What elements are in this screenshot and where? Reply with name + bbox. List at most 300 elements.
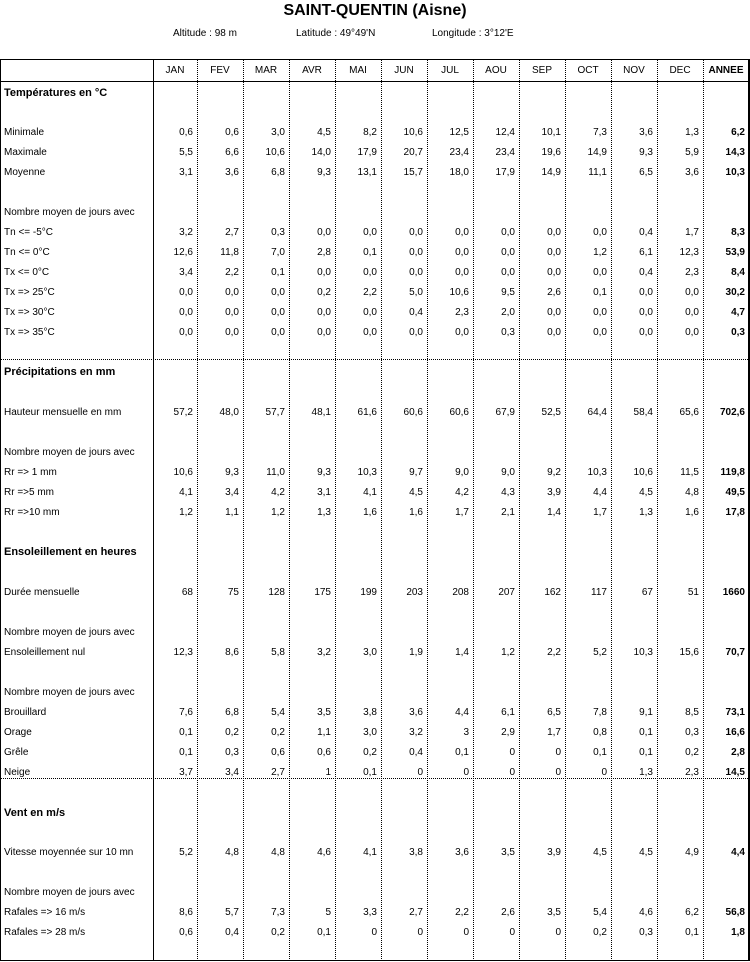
month-value-cell: 10,6	[449, 287, 469, 298]
month-value-cell: 3,5	[547, 907, 561, 918]
month-value-cell: 0	[417, 767, 423, 778]
annual-value-cell: 0,3	[731, 327, 745, 338]
month-value-cell: 0	[371, 927, 377, 938]
month-value-cell: 207	[498, 587, 515, 598]
month-value-cell: 0	[601, 767, 607, 778]
month-value-cell: 0,0	[593, 267, 607, 278]
month-value-cell: 0,0	[317, 327, 331, 338]
row-label: Rr =>5 mm	[4, 487, 55, 498]
month-value-cell: 9,3	[225, 467, 239, 478]
month-value-cell: 0,1	[179, 727, 193, 738]
section-divider	[0, 359, 750, 360]
annual-value-cell: 49,5	[725, 487, 745, 498]
month-value-cell: 8,2	[363, 127, 377, 138]
month-value-cell: 3,9	[547, 847, 561, 858]
month-value-cell: 3,2	[317, 647, 331, 658]
annual-value-cell: 4,7	[731, 307, 745, 318]
row-label: Moyenne	[4, 167, 46, 178]
month-value-cell: 5,5	[179, 147, 193, 158]
month-value-cell: 67	[641, 587, 653, 598]
month-value-cell: 5,0	[409, 287, 423, 298]
month-value-cell: 2,6	[547, 287, 561, 298]
month-value-cell: 0	[463, 927, 469, 938]
month-value-cell: 0,0	[409, 247, 423, 258]
month-header: FEV	[210, 65, 230, 76]
month-value-cell: 0,3	[501, 327, 515, 338]
month-value-cell: 0,0	[501, 247, 515, 258]
row-label: Neige	[4, 767, 31, 778]
month-value-cell: 3,0	[271, 127, 285, 138]
month-value-cell: 0	[417, 927, 423, 938]
month-value-cell: 0,8	[593, 727, 607, 738]
month-value-cell: 4,4	[593, 487, 607, 498]
annual-value-cell: 14,3	[725, 147, 745, 158]
month-value-cell: 0,0	[363, 307, 377, 318]
month-value-cell: 1,3	[317, 507, 331, 518]
month-value-cell: 20,7	[403, 147, 423, 158]
month-value-cell: 5,4	[593, 907, 607, 918]
month-header: JUL	[441, 65, 459, 76]
annual-value-cell: 30,2	[725, 287, 745, 298]
month-value-cell: 14,9	[541, 167, 561, 178]
month-value-cell: 1,3	[685, 127, 699, 138]
month-value-cell: 0,4	[639, 227, 653, 238]
month-value-cell: 3,2	[409, 727, 423, 738]
annual-value-cell: 56,8	[725, 907, 745, 918]
annual-value-cell: 73,1	[725, 707, 745, 718]
subheading: Nombre moyen de jours avec	[4, 687, 135, 698]
month-value-cell: 1,2	[271, 507, 285, 518]
annual-value-cell: 4,4	[731, 847, 745, 858]
month-value-cell: 4,6	[639, 907, 653, 918]
row-label: Tx <= 0°C	[4, 267, 50, 278]
month-value-cell: 8,6	[179, 907, 193, 918]
subheading: Nombre moyen de jours avec	[4, 887, 135, 898]
annual-value-cell: 53,9	[725, 247, 745, 258]
month-value-cell: 0,0	[409, 267, 423, 278]
month-value-cell: 3,6	[639, 127, 653, 138]
month-value-cell: 0,0	[455, 267, 469, 278]
month-value-cell: 0,0	[409, 227, 423, 238]
month-value-cell: 0,0	[363, 267, 377, 278]
month-header: ANNEE	[708, 65, 744, 76]
month-value-cell: 52,5	[541, 407, 561, 418]
month-value-cell: 10,6	[173, 467, 193, 478]
month-value-cell: 0	[555, 747, 561, 758]
month-value-cell: 4,4	[455, 707, 469, 718]
month-value-cell: 6,1	[501, 707, 515, 718]
month-value-cell: 2,3	[685, 267, 699, 278]
section-title-precipitations: Précipitations en mm	[4, 366, 116, 378]
month-value-cell: 0	[509, 747, 515, 758]
month-value-cell: 48,0	[219, 407, 239, 418]
month-value-cell: 1,3	[639, 767, 653, 778]
row-label: Brouillard	[4, 707, 47, 718]
month-value-cell: 2,2	[363, 287, 377, 298]
month-value-cell: 0,4	[225, 927, 239, 938]
month-value-cell: 2,7	[409, 907, 423, 918]
month-value-cell: 10,3	[587, 467, 607, 478]
month-value-cell: 3,3	[363, 907, 377, 918]
month-value-cell: 4,9	[685, 847, 699, 858]
month-value-cell: 0,3	[639, 927, 653, 938]
month-value-cell: 0,3	[271, 227, 285, 238]
month-header: JUN	[394, 65, 414, 76]
month-value-cell: 3,5	[317, 707, 331, 718]
month-value-cell: 6,1	[639, 247, 653, 258]
month-value-cell: 5,4	[271, 707, 285, 718]
month-value-cell: 2,2	[225, 267, 239, 278]
month-value-cell: 0,2	[593, 927, 607, 938]
row-label: Tn <= -5°C	[4, 227, 54, 238]
month-value-cell: 1,2	[501, 647, 515, 658]
month-value-cell: 0,0	[271, 287, 285, 298]
month-header: MAI	[349, 65, 367, 76]
month-value-cell: 0	[509, 767, 515, 778]
month-value-cell: 4,5	[593, 847, 607, 858]
section-title-temperatures: Températures en °C	[4, 87, 108, 99]
month-value-cell: 3,0	[363, 647, 377, 658]
month-value-cell: 0,0	[547, 267, 561, 278]
month-value-cell: 14,9	[587, 147, 607, 158]
month-value-cell: 0,2	[685, 747, 699, 758]
month-value-cell: 1,1	[317, 727, 331, 738]
subheading: Nombre moyen de jours avec	[4, 627, 135, 638]
month-value-cell: 6,8	[225, 707, 239, 718]
month-value-cell: 10,6	[265, 147, 285, 158]
section-title-wind: Vent en m/s	[4, 807, 66, 819]
month-value-cell: 162	[544, 587, 561, 598]
month-value-cell: 7,8	[593, 707, 607, 718]
month-header: JAN	[165, 65, 185, 76]
month-value-cell: 0,6	[317, 747, 331, 758]
month-value-cell: 3,5	[501, 847, 515, 858]
month-value-cell: 3,8	[409, 847, 423, 858]
month-value-cell: 64,4	[587, 407, 607, 418]
month-value-cell: 0,2	[271, 927, 285, 938]
subheading: Nombre moyen de jours avec	[4, 447, 135, 458]
month-value-cell: 0,0	[639, 327, 653, 338]
month-value-cell: 4,5	[639, 847, 653, 858]
month-value-cell: 1,6	[363, 507, 377, 518]
month-value-cell: 1,2	[179, 507, 193, 518]
month-value-cell: 1,9	[409, 647, 423, 658]
month-value-cell: 12,6	[173, 247, 193, 258]
month-value-cell: 3,9	[547, 487, 561, 498]
month-value-cell: 10,3	[357, 467, 377, 478]
row-label: Ensoleillement nul	[4, 647, 86, 658]
month-value-cell: 19,6	[541, 147, 561, 158]
month-value-cell: 3	[463, 727, 469, 738]
month-value-cell: 0,0	[639, 307, 653, 318]
month-value-cell: 6,5	[547, 707, 561, 718]
month-header: NOV	[623, 65, 645, 76]
month-value-cell: 1,7	[547, 727, 561, 738]
month-value-cell: 8,5	[685, 707, 699, 718]
month-value-cell: 5,8	[271, 647, 285, 658]
month-value-cell: 4,5	[639, 487, 653, 498]
month-value-cell: 9,3	[317, 467, 331, 478]
month-value-cell: 57,2	[173, 407, 193, 418]
subheading: Nombre moyen de jours avec	[4, 207, 135, 218]
month-value-cell: 3,7	[179, 767, 193, 778]
month-value-cell: 9,5	[501, 287, 515, 298]
annual-value-cell: 14,5	[725, 767, 745, 778]
month-value-cell: 0,1	[271, 267, 285, 278]
month-value-cell: 0,0	[225, 287, 239, 298]
month-value-cell: 11,8	[220, 247, 239, 258]
month-value-cell: 2,8	[317, 247, 331, 258]
month-value-cell: 0,0	[547, 227, 561, 238]
annual-value-cell: 70,7	[725, 647, 745, 658]
month-value-cell: 3,6	[455, 847, 469, 858]
month-value-cell: 0,3	[225, 747, 239, 758]
month-value-cell: 12,4	[495, 127, 515, 138]
row-label: Vitesse moyennée sur 10 mn	[4, 847, 134, 858]
month-value-cell: 10,3	[633, 647, 653, 658]
month-value-cell: 0,1	[363, 767, 377, 778]
month-header: OCT	[577, 65, 599, 76]
month-value-cell: 199	[360, 587, 377, 598]
month-value-cell: 117	[591, 587, 607, 598]
month-value-cell: 0,1	[363, 247, 377, 258]
month-value-cell: 0,1	[317, 927, 331, 938]
month-value-cell: 3,4	[225, 487, 239, 498]
month-value-cell: 2,9	[501, 727, 515, 738]
month-value-cell: 0,4	[639, 267, 653, 278]
month-value-cell: 4,8	[685, 487, 699, 498]
month-value-cell: 11,5	[680, 467, 699, 478]
month-header: DEC	[669, 65, 691, 76]
month-value-cell: 3,6	[685, 167, 699, 178]
month-value-cell: 15,7	[403, 167, 423, 178]
month-value-cell: 0,6	[179, 927, 193, 938]
month-value-cell: 208	[452, 587, 469, 598]
month-value-cell: 0,0	[455, 327, 469, 338]
month-value-cell: 0,0	[225, 307, 239, 318]
month-value-cell: 65,6	[679, 407, 699, 418]
altitude-text: Altitude : 98 m	[173, 28, 237, 39]
annual-value-cell: 1660	[722, 587, 745, 598]
month-value-cell: 4,1	[363, 847, 377, 858]
month-value-cell: 10,1	[541, 127, 561, 138]
month-value-cell: 0,0	[593, 327, 607, 338]
month-value-cell: 4,1	[363, 487, 377, 498]
month-value-cell: 0,0	[317, 307, 331, 318]
month-value-cell: 7,3	[271, 907, 285, 918]
month-value-cell: 0,2	[363, 747, 377, 758]
month-value-cell: 12,3	[173, 647, 193, 658]
month-value-cell: 9,2	[547, 467, 561, 478]
row-label: Grêle	[4, 747, 29, 758]
month-value-cell: 4,5	[409, 487, 423, 498]
month-value-cell: 0,0	[639, 287, 653, 298]
month-value-cell: 0,1	[639, 747, 653, 758]
month-value-cell: 7,3	[593, 127, 607, 138]
month-value-cell: 128	[268, 587, 285, 598]
month-value-cell: 4,6	[317, 847, 331, 858]
header-bottom-border	[0, 81, 750, 82]
month-value-cell: 6,8	[271, 167, 285, 178]
month-value-cell: 11,0	[266, 467, 285, 478]
month-value-cell: 68	[181, 587, 193, 598]
month-value-cell: 5,9	[685, 147, 699, 158]
month-value-cell: 4,3	[501, 487, 515, 498]
month-value-cell: 2,6	[501, 907, 515, 918]
month-value-cell: 0,2	[271, 727, 285, 738]
month-value-cell: 1,1	[225, 507, 239, 518]
month-value-cell: 0,0	[409, 327, 423, 338]
month-value-cell: 9,3	[317, 167, 331, 178]
longitude-text: Longitude : 3°12'E	[432, 28, 514, 39]
month-value-cell: 0,2	[225, 727, 239, 738]
month-value-cell: 12,3	[679, 247, 699, 258]
annual-value-cell: 119,8	[720, 467, 745, 478]
month-value-cell: 175	[314, 587, 331, 598]
month-value-cell: 17,9	[495, 167, 515, 178]
month-value-cell: 58,4	[633, 407, 653, 418]
month-value-cell: 0,0	[179, 307, 193, 318]
month-value-cell: 5,2	[593, 647, 607, 658]
month-value-cell: 0,1	[685, 927, 699, 938]
station-title: SAINT-QUENTIN (Aisne)	[283, 2, 467, 19]
month-value-cell: 5,2	[179, 847, 193, 858]
month-value-cell: 203	[406, 587, 423, 598]
annual-value-cell: 17,8	[725, 507, 745, 518]
month-value-cell: 10,6	[633, 467, 653, 478]
annual-value-cell: 16,6	[725, 727, 745, 738]
row-label: Rafales => 28 m/s	[4, 927, 86, 938]
row-label: Rr => 1 mm	[4, 467, 57, 478]
month-value-cell: 4,2	[455, 487, 469, 498]
month-value-cell: 0,1	[639, 727, 653, 738]
month-value-cell: 9,0	[455, 467, 469, 478]
annual-value-cell: 1,8	[731, 927, 745, 938]
month-value-cell: 2,0	[501, 307, 515, 318]
month-value-cell: 1,7	[685, 227, 699, 238]
month-value-cell: 0,0	[547, 247, 561, 258]
month-value-cell: 3,8	[363, 707, 377, 718]
month-value-cell: 0,0	[547, 307, 561, 318]
row-label: Rafales => 16 m/s	[4, 907, 86, 918]
month-value-cell: 1,4	[455, 647, 469, 658]
month-value-cell: 0,3	[685, 727, 699, 738]
month-value-cell: 17,9	[357, 147, 377, 158]
row-label: Tx => 25°C	[4, 287, 55, 298]
month-value-cell: 60,6	[403, 407, 423, 418]
latitude-text: Latitude : 49°49'N	[296, 28, 376, 39]
month-value-cell: 61,6	[357, 407, 377, 418]
row-label: Durée mensuelle	[4, 587, 80, 598]
month-value-cell: 0,0	[593, 227, 607, 238]
month-value-cell: 0,0	[501, 227, 515, 238]
month-value-cell: 0,1	[593, 747, 607, 758]
month-value-cell: 14,0	[311, 147, 331, 158]
month-value-cell: 9,1	[639, 707, 653, 718]
month-value-cell: 18,0	[449, 167, 469, 178]
month-value-cell: 0,0	[593, 307, 607, 318]
month-value-cell: 7,6	[179, 707, 193, 718]
month-value-cell: 5,7	[225, 907, 239, 918]
month-value-cell: 13,1	[357, 167, 377, 178]
annual-value-cell: 8,3	[731, 227, 745, 238]
month-value-cell: 67,9	[495, 407, 515, 418]
month-value-cell: 0,1	[593, 287, 607, 298]
month-value-cell: 3,6	[225, 167, 239, 178]
annual-value-cell: 10,3	[725, 167, 745, 178]
row-label: Tx => 30°C	[4, 307, 55, 318]
month-value-cell: 0,0	[455, 247, 469, 258]
month-value-cell: 1	[325, 767, 331, 778]
month-value-cell: 4,8	[225, 847, 239, 858]
month-value-cell: 1,2	[593, 247, 607, 258]
month-value-cell: 6,6	[225, 147, 239, 158]
month-value-cell: 4,8	[271, 847, 285, 858]
month-value-cell: 3,1	[317, 487, 331, 498]
month-value-cell: 11,1	[588, 167, 607, 178]
month-value-cell: 2,2	[455, 907, 469, 918]
row-label: Rr =>10 mm	[4, 507, 60, 518]
month-value-cell: 0,1	[455, 747, 469, 758]
row-label: Orage	[4, 727, 32, 738]
month-value-cell: 3,4	[179, 267, 193, 278]
month-value-cell: 57,7	[265, 407, 285, 418]
month-value-cell: 1,7	[593, 507, 607, 518]
month-value-cell: 0,0	[317, 267, 331, 278]
month-value-cell: 23,4	[495, 147, 515, 158]
row-label: Maximale	[4, 147, 47, 158]
month-value-cell: 9,3	[639, 147, 653, 158]
section-title-sunshine: Ensoleillement en heures	[4, 546, 137, 558]
month-value-cell: 48,1	[311, 407, 331, 418]
month-value-cell: 0,0	[271, 327, 285, 338]
month-value-cell: 0,0	[363, 327, 377, 338]
month-value-cell: 0,0	[685, 327, 699, 338]
month-value-cell: 0,2	[317, 287, 331, 298]
month-value-cell: 3,1	[179, 167, 193, 178]
month-value-cell: 0,6	[179, 127, 193, 138]
month-value-cell: 0,0	[225, 327, 239, 338]
row-label: Tn <= 0°C	[4, 247, 50, 258]
month-value-cell: 2,7	[271, 767, 285, 778]
month-header: SEP	[531, 65, 552, 76]
month-value-cell: 0,0	[501, 267, 515, 278]
month-value-cell: 0,6	[271, 747, 285, 758]
row-label: Tx => 35°C	[4, 327, 55, 338]
month-value-cell: 1,6	[409, 507, 423, 518]
month-value-cell: 0,4	[409, 307, 423, 318]
month-value-cell: 1,6	[685, 507, 699, 518]
month-value-cell: 0,0	[271, 307, 285, 318]
month-value-cell: 3,0	[363, 727, 377, 738]
annual-value-cell: 702,6	[719, 407, 745, 418]
month-value-cell: 3,4	[225, 767, 239, 778]
month-value-cell: 9,0	[501, 467, 515, 478]
month-value-cell: 23,4	[449, 147, 469, 158]
month-value-cell: 0,6	[225, 127, 239, 138]
month-value-cell: 12,5	[449, 127, 469, 138]
month-value-cell: 3,6	[409, 707, 423, 718]
month-value-cell: 2,7	[225, 227, 239, 238]
month-value-cell: 0,0	[179, 327, 193, 338]
month-value-cell: 2,1	[501, 507, 515, 518]
month-value-cell: 0,0	[363, 227, 377, 238]
month-value-cell: 60,6	[449, 407, 469, 418]
month-value-cell: 51	[687, 587, 699, 598]
month-header: MAR	[254, 65, 278, 76]
month-value-cell: 3,2	[179, 227, 193, 238]
month-value-cell: 7,0	[271, 247, 285, 258]
